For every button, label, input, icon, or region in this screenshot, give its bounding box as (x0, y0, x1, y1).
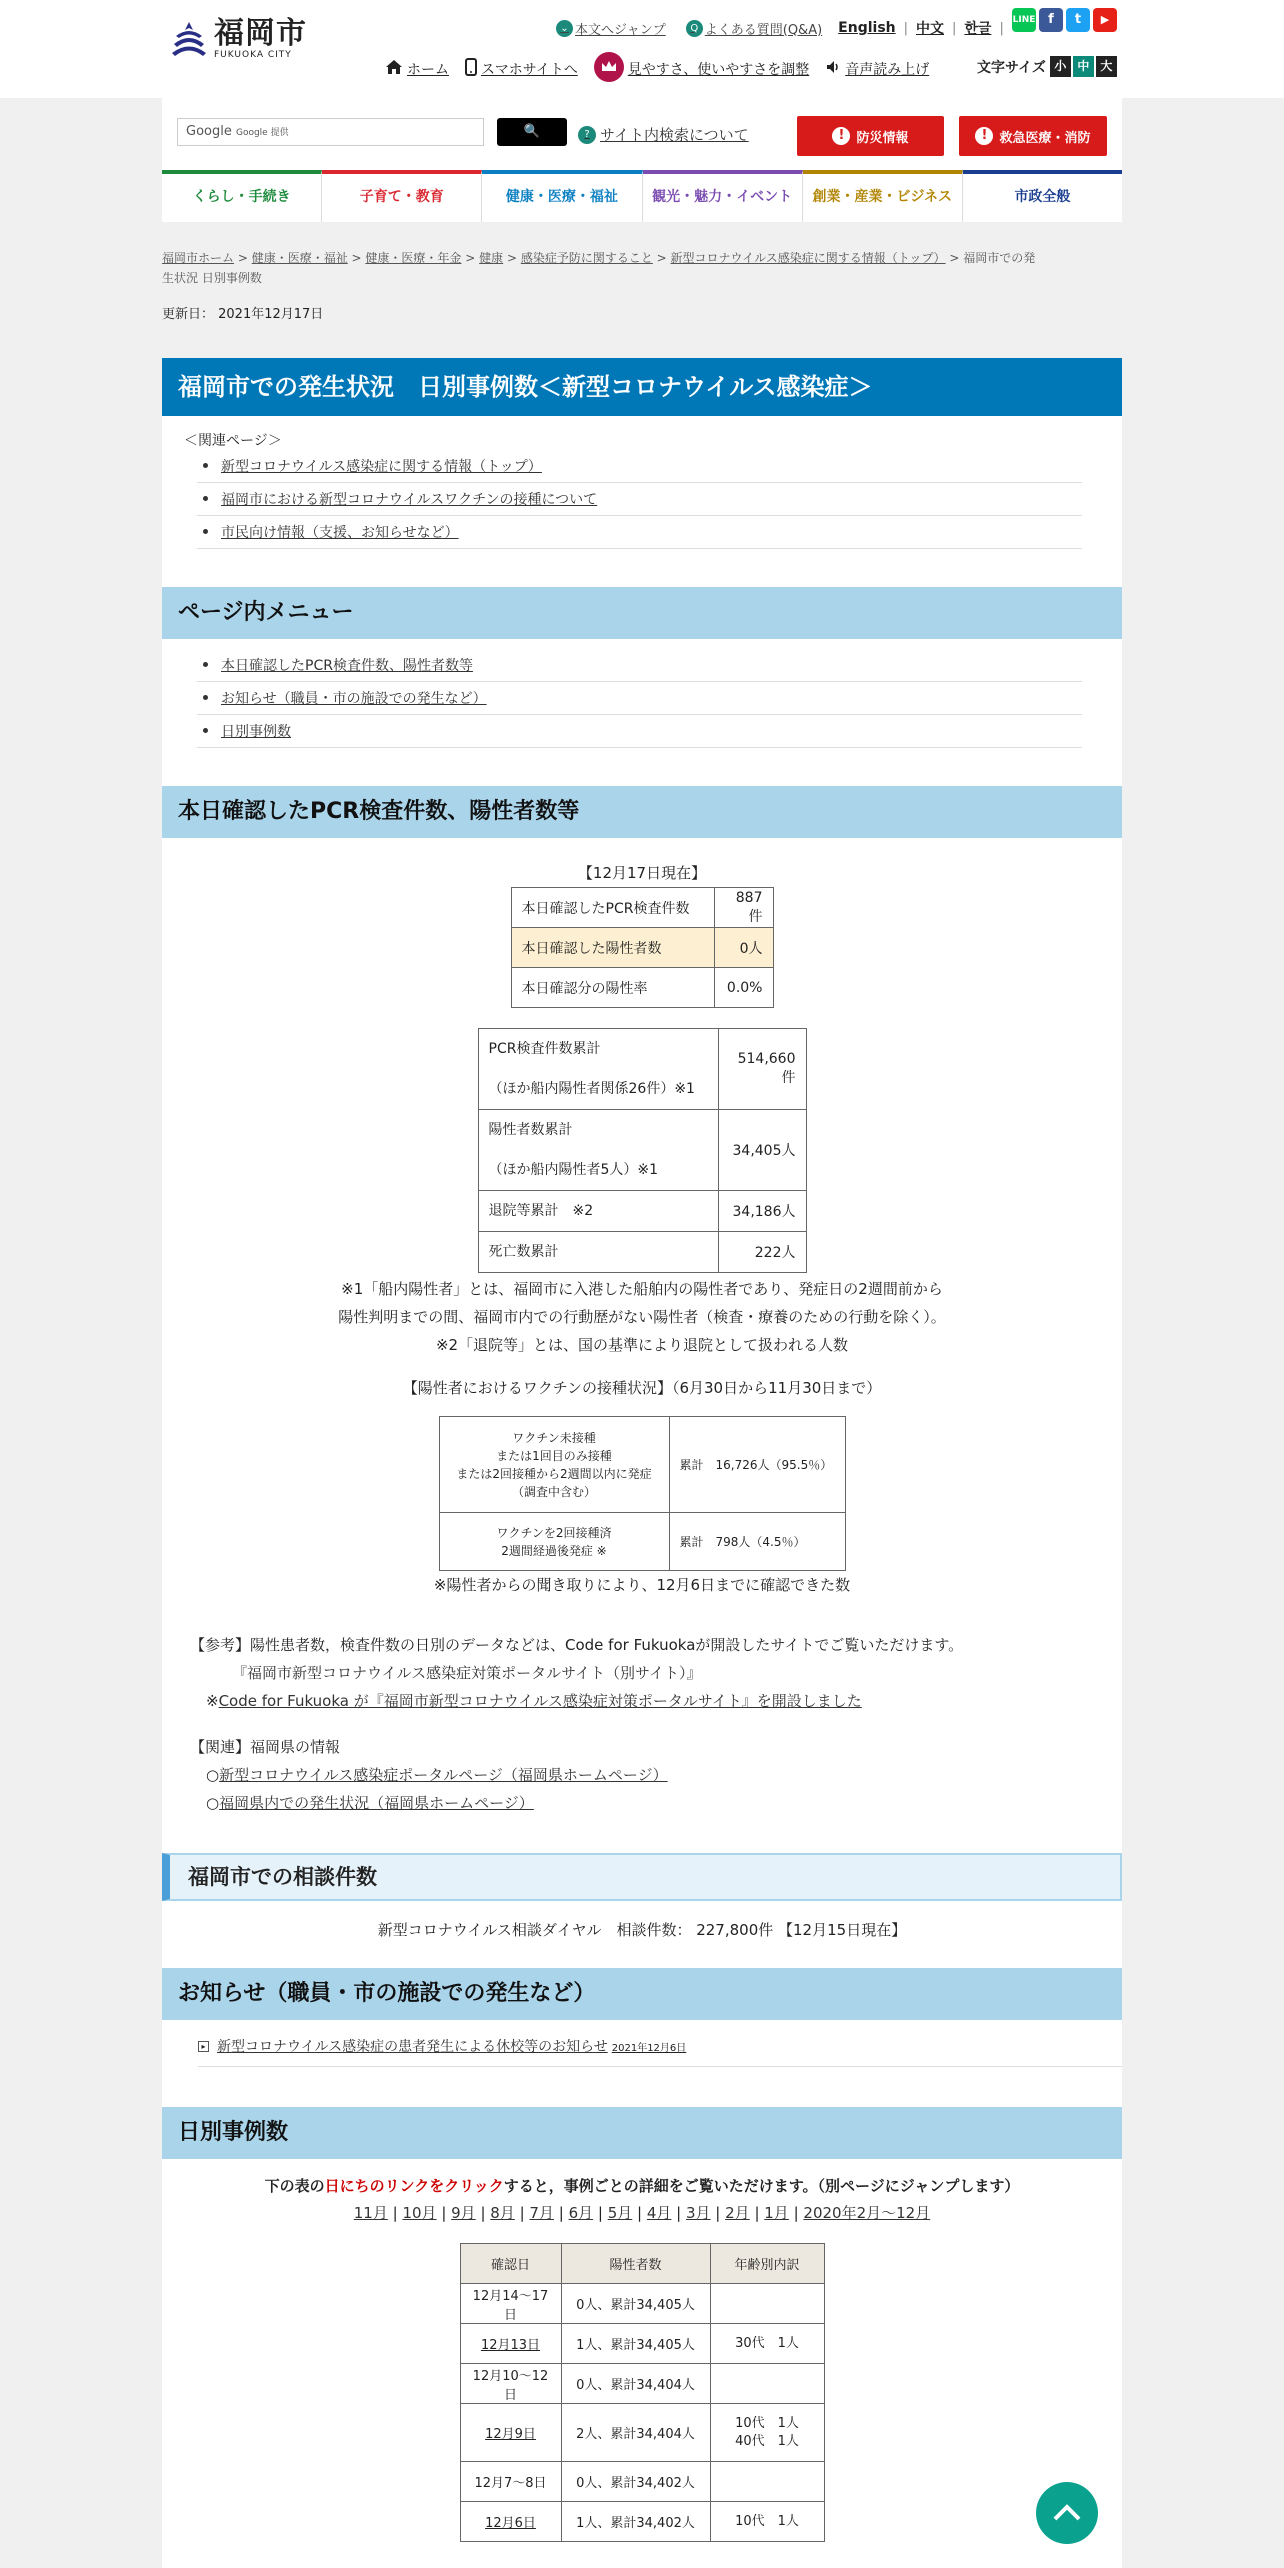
nav-item-2[interactable]: 健康・医療・福祉 (482, 170, 642, 222)
breadcrumb-link[interactable]: 感染症予防に関すること (520, 251, 653, 265)
table-header-row (460, 2244, 824, 2284)
back-to-top-button[interactable] (1036, 2482, 1098, 2544)
table-header-cell: 年齢別内訳 (710, 2244, 824, 2284)
count-cell: 1人、累計34,405人 (561, 2324, 710, 2364)
read-aloud-link[interactable]: 音声読み上げ (825, 59, 929, 79)
smartphone-icon (465, 58, 477, 80)
global-nav (162, 170, 1122, 222)
page-menu-link[interactable]: 本日確認したPCR検査件数、陽性者数等 (221, 658, 473, 674)
table-row (511, 928, 773, 968)
notice-item[interactable] (198, 2036, 1122, 2067)
related-heading: ＜関連ページ＞ (184, 433, 282, 449)
city-emblem-icon (170, 20, 208, 58)
count-cell: 0人、累計34,402人 (561, 2462, 710, 2502)
page-title: 福岡市での発生状況 日別事例数＜新型コロナウイルス感染症＞ (162, 358, 1122, 416)
month-link[interactable]: 4月 (646, 2204, 672, 2222)
alert-icon: ! (975, 127, 993, 145)
chevron-up-icon (1050, 2496, 1084, 2530)
social-links (1012, 8, 1117, 32)
note-1a: ※1「船内陽性者」とは、福岡市に入港した船舶内の陽性者であり、発症日の2週間前から (341, 1280, 943, 1298)
pcr-section-heading: 本日確認したPCR検査件数、陽性者数等 (162, 786, 1122, 838)
page-menu-link[interactable]: 日別事例数 (221, 724, 291, 740)
facebook-icon[interactable]: f (1039, 8, 1063, 32)
font-size-control (977, 56, 1117, 77)
related-links (197, 450, 1082, 549)
smartphone-site-link[interactable]: スマホサイトへ (465, 58, 578, 80)
alert-icon: ! (832, 127, 850, 145)
table-cell-label: ワクチンを2回接種済 2週間経過後発症 ※ (439, 1513, 669, 1571)
date-cell[interactable]: 12月6日 (460, 2502, 561, 2542)
faq-link[interactable]: Q よくある質問(Q&A) (686, 19, 822, 38)
nav-item-0[interactable]: くらし・手続き (162, 170, 322, 222)
main-content: 福岡市での発生状況 日別事例数＜新型コロナウイルス感染症＞ ＜関連ページ＞ 新型コロナウイルス感染症に関する情報（トップ） 福岡市における新型コロナウイルスワクチンの接種について 市民向け情報（支援、お知らせなど） ページ内メニュー 本日確認したPCR検査件数、陽性者数等 お知らせ（職員・市の施設での発生など） 日別事例数 本日確認したPCR検査件数、陽性者数等 【12月17日現在】 本日確認したPCR検査件数 887件 本日確認した陽性者数 0人 本日確認分の陽性率 0.0% PCR検査件数累計 （ほか船内陽性者関係26件）※1 514,660件 陽性者数累計 （ほか船内陽性者5人）※1 34,405人 退院等累計 ※2 34,186人 死亡数累計 222人 ※1「船内陽性者」とは、福岡市に入港した船舶内の陽性者であり、発症日の2週間前から 陽性判明までの間、福岡市内での行動歴がない陽性者（検査・療養のための行動を除く）。 ※2「退院等」とは、国の基準により退院として扱われる人数 【陽性者におけるワクチンの接種状況】（6月30日から11月30日まで） ワクチン未接種 または1回目のみ接種 または2回接種から2週間以内に発症 （調査中含む） 累計 16,726人（95.5％） ワクチンを2回接種済 2週間経過後発症 ※ 累計 798人（4.5％） ※陽性者からの聞き取りにより、12月6日までに確認できた数 【参考】陽性患者数，検査件数の日別のデータなどは、Code for Fukuokaが開設したサイトでご覧いただけます。 『福岡市新型コロナウイルス感染症対策ポータルサイト（別サイト）』 ※Code for Fukuoka が『福岡市新型コロナウイルス感染症対策ポータルサイト』を開設しました 【関連】福岡県の情報 ○新型コロナウイルス感染症ポータルページ（福岡県ホームページ） ○福岡県内での発生状況（福岡県ホームページ） 福岡市での相談件数 新型コロナウイルス相談ダイヤル 相談件数： 227,800件 【12月15日現在】 お知らせ（職員・市の施設での発生など） ▸ 新型コロナウイルス感染症の患者発生による休校等のお知らせ 2021年12月6日 日別事例数 下の表の日にちのリンクをクリックすると，事例ごとの詳細をご覧いただけます。（別ページにジャンプします） 11月 | 10月 | 9月 | 8月 | 7月 | 6月 | 5月 | 4月 | 3月 | 2月 | 1月 | 2020年2月～12月 確認日 陽性者数 年齢別内訳 12月14～17日 0人、累計34,405人 12月13日 1人、累計34,405人 30代 1人 12月10～12日 0人、累計34,404人 12月9日 2人、累計34,404人 10代 1人 40代 1人 12月7～8日 0人、累計34,402人 12月6日 1人、累計34,402人 10代 1人 (162, 358, 1122, 2568)
list-item (197, 516, 1082, 549)
age-cell: 10代 1人 (710, 2502, 824, 2542)
prefecture-portal-link[interactable]: 新型コロナウイルス感染症ポータルページ（福岡県ホームページ） (219, 1766, 668, 1784)
as-of-date: 【12月17日現在】 (577, 864, 707, 882)
table-row (478, 1029, 806, 1110)
table-cell-label: 本日確認したPCR検査件数 (511, 888, 714, 928)
breadcrumb-link[interactable]: 新型コロナウイルス感染症に関する情報（トップ） (670, 251, 946, 265)
breadcrumb-current: 福岡市での発 (963, 251, 1036, 265)
month-link[interactable]: 7月 (529, 2204, 554, 2222)
daily-cases-table (460, 2243, 825, 2542)
daily-intro: 下の表の日にちのリンクをクリックすると，事例ごとの詳細をご覧いただけます。（別ページにジャンプします） (264, 2177, 1020, 2195)
lang-korean-link[interactable]: 한글 (964, 21, 992, 37)
list-item (197, 682, 1082, 715)
table-row (478, 1232, 806, 1273)
related-link[interactable]: 福岡市における新型コロナウイルスワクチンの接種について (221, 492, 598, 508)
age-cell (710, 2364, 824, 2404)
daily-heading: 日別事例数 (162, 2107, 1122, 2159)
table-cell-label: 退院等累計 ※2 (478, 1191, 718, 1232)
related-link[interactable]: 市民向け情報（支援、お知らせなど） (221, 525, 459, 541)
table-row (460, 2462, 824, 2502)
count-cell: 0人、累計34,404人 (561, 2364, 710, 2404)
font-size-medium-button[interactable]: 中 (1073, 56, 1094, 77)
nav-item-4[interactable]: 創業・産業・ビジネス (803, 170, 963, 222)
date-cell: 12月7～8日 (460, 2462, 561, 2502)
font-size-large-button[interactable]: 大 (1096, 56, 1117, 77)
table-cell-value: 累計 16,726人（95.5％） (669, 1417, 845, 1513)
line-icon[interactable]: LINE (1012, 8, 1036, 32)
portal-site-link[interactable]: 『福岡市新型コロナウイルス感染症対策ポータルサイト（別サイト）』 (232, 1664, 702, 1682)
list-item (197, 483, 1082, 516)
home-icon (385, 59, 403, 79)
month-link[interactable]: 11月 (353, 2204, 388, 2222)
nav-item-5[interactable]: 市政全般 (963, 170, 1122, 222)
consult-text: 新型コロナウイルス相談ダイヤル 相談件数： 227,800件 【12月15日現在】 (377, 1921, 907, 1939)
note-2: ※2「退院等」とは、国の基準により退院として扱われる人数 (435, 1336, 849, 1354)
font-size-label: 文字サイズ (977, 59, 1046, 76)
month-link[interactable]: 6月 (568, 2204, 594, 2222)
updated-date: 更新日： 2021年12月17日 (162, 307, 324, 322)
month-link[interactable]: 5月 (607, 2204, 633, 2222)
table-cell-value: 514,660件 (718, 1029, 806, 1110)
table-row (511, 968, 773, 1008)
month-links: 11月 | 10月 | 9月 | 8月 | 7月 | 6月 | 5月 | 4月 | 3月 | 2月 | 1月 | 2020年2月～12月 (353, 2204, 931, 2222)
table-cell-label: PCR検査件数累計 （ほか船内陽性者関係26件）※1 (478, 1029, 718, 1110)
month-link[interactable]: 8月 (490, 2204, 515, 2222)
site-search-help-link[interactable]: ? サイト内検索について (578, 124, 749, 145)
reference-text: 【参考】陽性患者数，検査件数の日別のデータなどは、Code for Fukuokaが開設したサイトでご覧いただけます。 (190, 1636, 964, 1654)
table-cell-value: 0.0% (714, 968, 773, 1008)
month-link[interactable]: 3月 (685, 2204, 711, 2222)
table-cell-label: 陽性者数累計 （ほか船内陽性者5人）※1 (478, 1110, 718, 1191)
page-menu-heading: ページ内メニュー (162, 587, 1122, 639)
age-cell: 30代 1人 (710, 2324, 824, 2364)
table-cell-value: 222人 (718, 1232, 806, 1273)
notice-date: 2021年12月6日 (611, 2042, 687, 2054)
home-link[interactable]: ホーム (385, 59, 449, 79)
table-row (511, 888, 773, 928)
arrow-right-icon: ▸ (198, 2041, 209, 2052)
table-cell-value: 887件 (714, 888, 773, 928)
twitter-icon[interactable]: t (1066, 8, 1090, 32)
date-cell[interactable]: 12月13日 (460, 2324, 561, 2364)
vaccine-note: ※陽性者からの聞き取りにより、12月6日までに確認できた数 (433, 1576, 851, 1594)
month-link[interactable]: 2月 (725, 2204, 750, 2222)
search-button[interactable]: 🔍 (497, 118, 567, 146)
notice-heading: お知らせ（職員・市の施設での発生など） (162, 1968, 1122, 2020)
table-row (460, 2324, 824, 2364)
nav-item-1[interactable]: 子育て・教育 (322, 170, 482, 222)
lang-chinese-link[interactable]: 中文 (916, 21, 945, 37)
page-menu-links (197, 649, 1082, 748)
note-1b: 陽性判明までの間、福岡市内での行動歴がない陽性者（検査・療養のための行動を除く）。 (338, 1308, 946, 1326)
vaccine-table (439, 1416, 846, 1571)
date-cell: 12月14～17日 (460, 2284, 561, 2324)
date-cell: 12月10～12日 (460, 2364, 561, 2404)
prefecture-status-link[interactable]: 福岡県内での発生状況（福岡県ホームページ） (219, 1794, 534, 1812)
table-cell-label: ワクチン未接種 または1回目のみ接種 または2回接種から2週間以内に発症 （調査中含む） (439, 1417, 669, 1513)
search-input[interactable]: Google Google 提供 (177, 118, 484, 146)
table-cell-value: 34,186人 (718, 1191, 806, 1232)
emergency-medical-button[interactable]: ! 救急医療・消防 (959, 116, 1107, 156)
age-cell (710, 2462, 824, 2502)
vaccine-heading: 【陽性者におけるワクチンの接種状況】（6月30日から11月30日まで） (402, 1379, 882, 1397)
table-cell-value: 0人 (714, 928, 773, 968)
question-icon: Q (686, 20, 703, 37)
font-size-small-button[interactable]: 小 (1050, 56, 1071, 77)
month-link[interactable]: 1月 (764, 2204, 789, 2222)
breadcrumb: 福岡市ホーム > 健康・医療・福祉 > 健康・医療・年金 > 健康 > 感染症予防に関すること > 新型コロナウイルス感染症に関する情報（トップ） > 福岡市での発 生状況 日別事例数 (162, 251, 1036, 285)
table-row (439, 1417, 845, 1513)
prefecture-heading: 【関連】福岡県の情報 (190, 1738, 341, 1756)
page-menu-link[interactable]: お知らせ（職員・市の施設での発生など） (221, 691, 487, 707)
table-header-cell: 確認日 (460, 2244, 561, 2284)
table-cell-value: 34,405人 (718, 1110, 806, 1191)
crown-icon (594, 52, 624, 86)
table-cell-label: 本日確認分の陽性率 (511, 968, 714, 1008)
youtube-icon[interactable]: ▶ (1093, 8, 1117, 32)
table-row (460, 2284, 824, 2324)
age-cell: 10代 1人 40代 1人 (710, 2404, 824, 2462)
table-cell-label: 本日確認した陽性者数 (511, 928, 714, 968)
table-cell-value: 累計 798人（4.5％） (669, 1513, 845, 1571)
site-header: 福岡市 FUKUOKA CITY ⌄ 本文へジャンプ Q よくある質問(Q&A) English | 中文 | 한글 | LINE f t ▶ ホーム スマホサイトへ 見やすさ、使いやすさを調整 音声読み上げ 文字サイズ 小 中 大 (0, 0, 1284, 98)
list-item (197, 450, 1082, 483)
list-item (197, 715, 1082, 748)
breadcrumb-link[interactable]: 健康・医療・福祉 (251, 251, 348, 265)
month-link[interactable]: 2020年2月～12月 (803, 2204, 931, 2222)
help-icon: ? (578, 126, 596, 144)
search-bar (162, 98, 1122, 170)
count-cell: 1人、累計34,402人 (561, 2502, 710, 2542)
date-cell[interactable]: 12月9日 (460, 2404, 561, 2462)
skip-to-content-link[interactable]: ⌄ 本文へジャンプ (556, 19, 666, 38)
month-link[interactable]: 9月 (451, 2204, 476, 2222)
table-row (460, 2404, 824, 2462)
today-stats-table (511, 887, 774, 1008)
count-cell: 2人、累計34,404人 (561, 2404, 710, 2462)
related-link[interactable]: 新型コロナウイルス感染症に関する情報（トップ） (221, 459, 542, 475)
table-row (460, 2502, 824, 2542)
table-row (439, 1513, 845, 1571)
disaster-info-button[interactable]: ! 防災情報 (797, 116, 944, 156)
cumulative-stats-table (478, 1028, 807, 1273)
lang-english-link[interactable]: English (838, 20, 896, 36)
logo-japanese: 福岡市 (214, 16, 307, 51)
nav-item-3[interactable]: 観光・魅力・イベント (643, 170, 803, 222)
code-for-fukuoka-link[interactable]: Code for Fukuoka が『福岡市新型コロナウイルス感染症対策ポータルサイト』を開設しました (218, 1692, 862, 1710)
breadcrumb-link[interactable]: 健康 (479, 251, 504, 265)
accessibility-link[interactable]: 見やすさ、使いやすさを調整 (594, 52, 809, 86)
list-item (197, 649, 1082, 682)
age-cell (710, 2284, 824, 2324)
breadcrumb-link[interactable]: 福岡市ホーム (162, 251, 235, 265)
table-row (460, 2364, 824, 2404)
consult-heading: 福岡市での相談件数 (162, 1853, 1122, 1901)
month-link[interactable]: 10月 (402, 2204, 437, 2222)
table-header-cell: 陽性者数 (561, 2244, 710, 2284)
notice-link[interactable]: 新型コロナウイルス感染症の患者発生による休校等のお知らせ (217, 2039, 608, 2055)
chevron-down-icon: ⌄ (556, 20, 573, 37)
site-logo[interactable] (170, 18, 307, 60)
table-row (478, 1110, 806, 1191)
table-cell-label: 死亡数累計 (478, 1232, 718, 1273)
breadcrumb-current-cont: 生状況 日別事例数 (162, 271, 262, 285)
table-row (478, 1191, 806, 1232)
logo-english: FUKUOKA CITY (214, 50, 292, 60)
speaker-icon (825, 59, 841, 79)
breadcrumb-link[interactable]: 健康・医療・年金 (365, 251, 462, 265)
count-cell: 0人、累計34,405人 (561, 2284, 710, 2324)
